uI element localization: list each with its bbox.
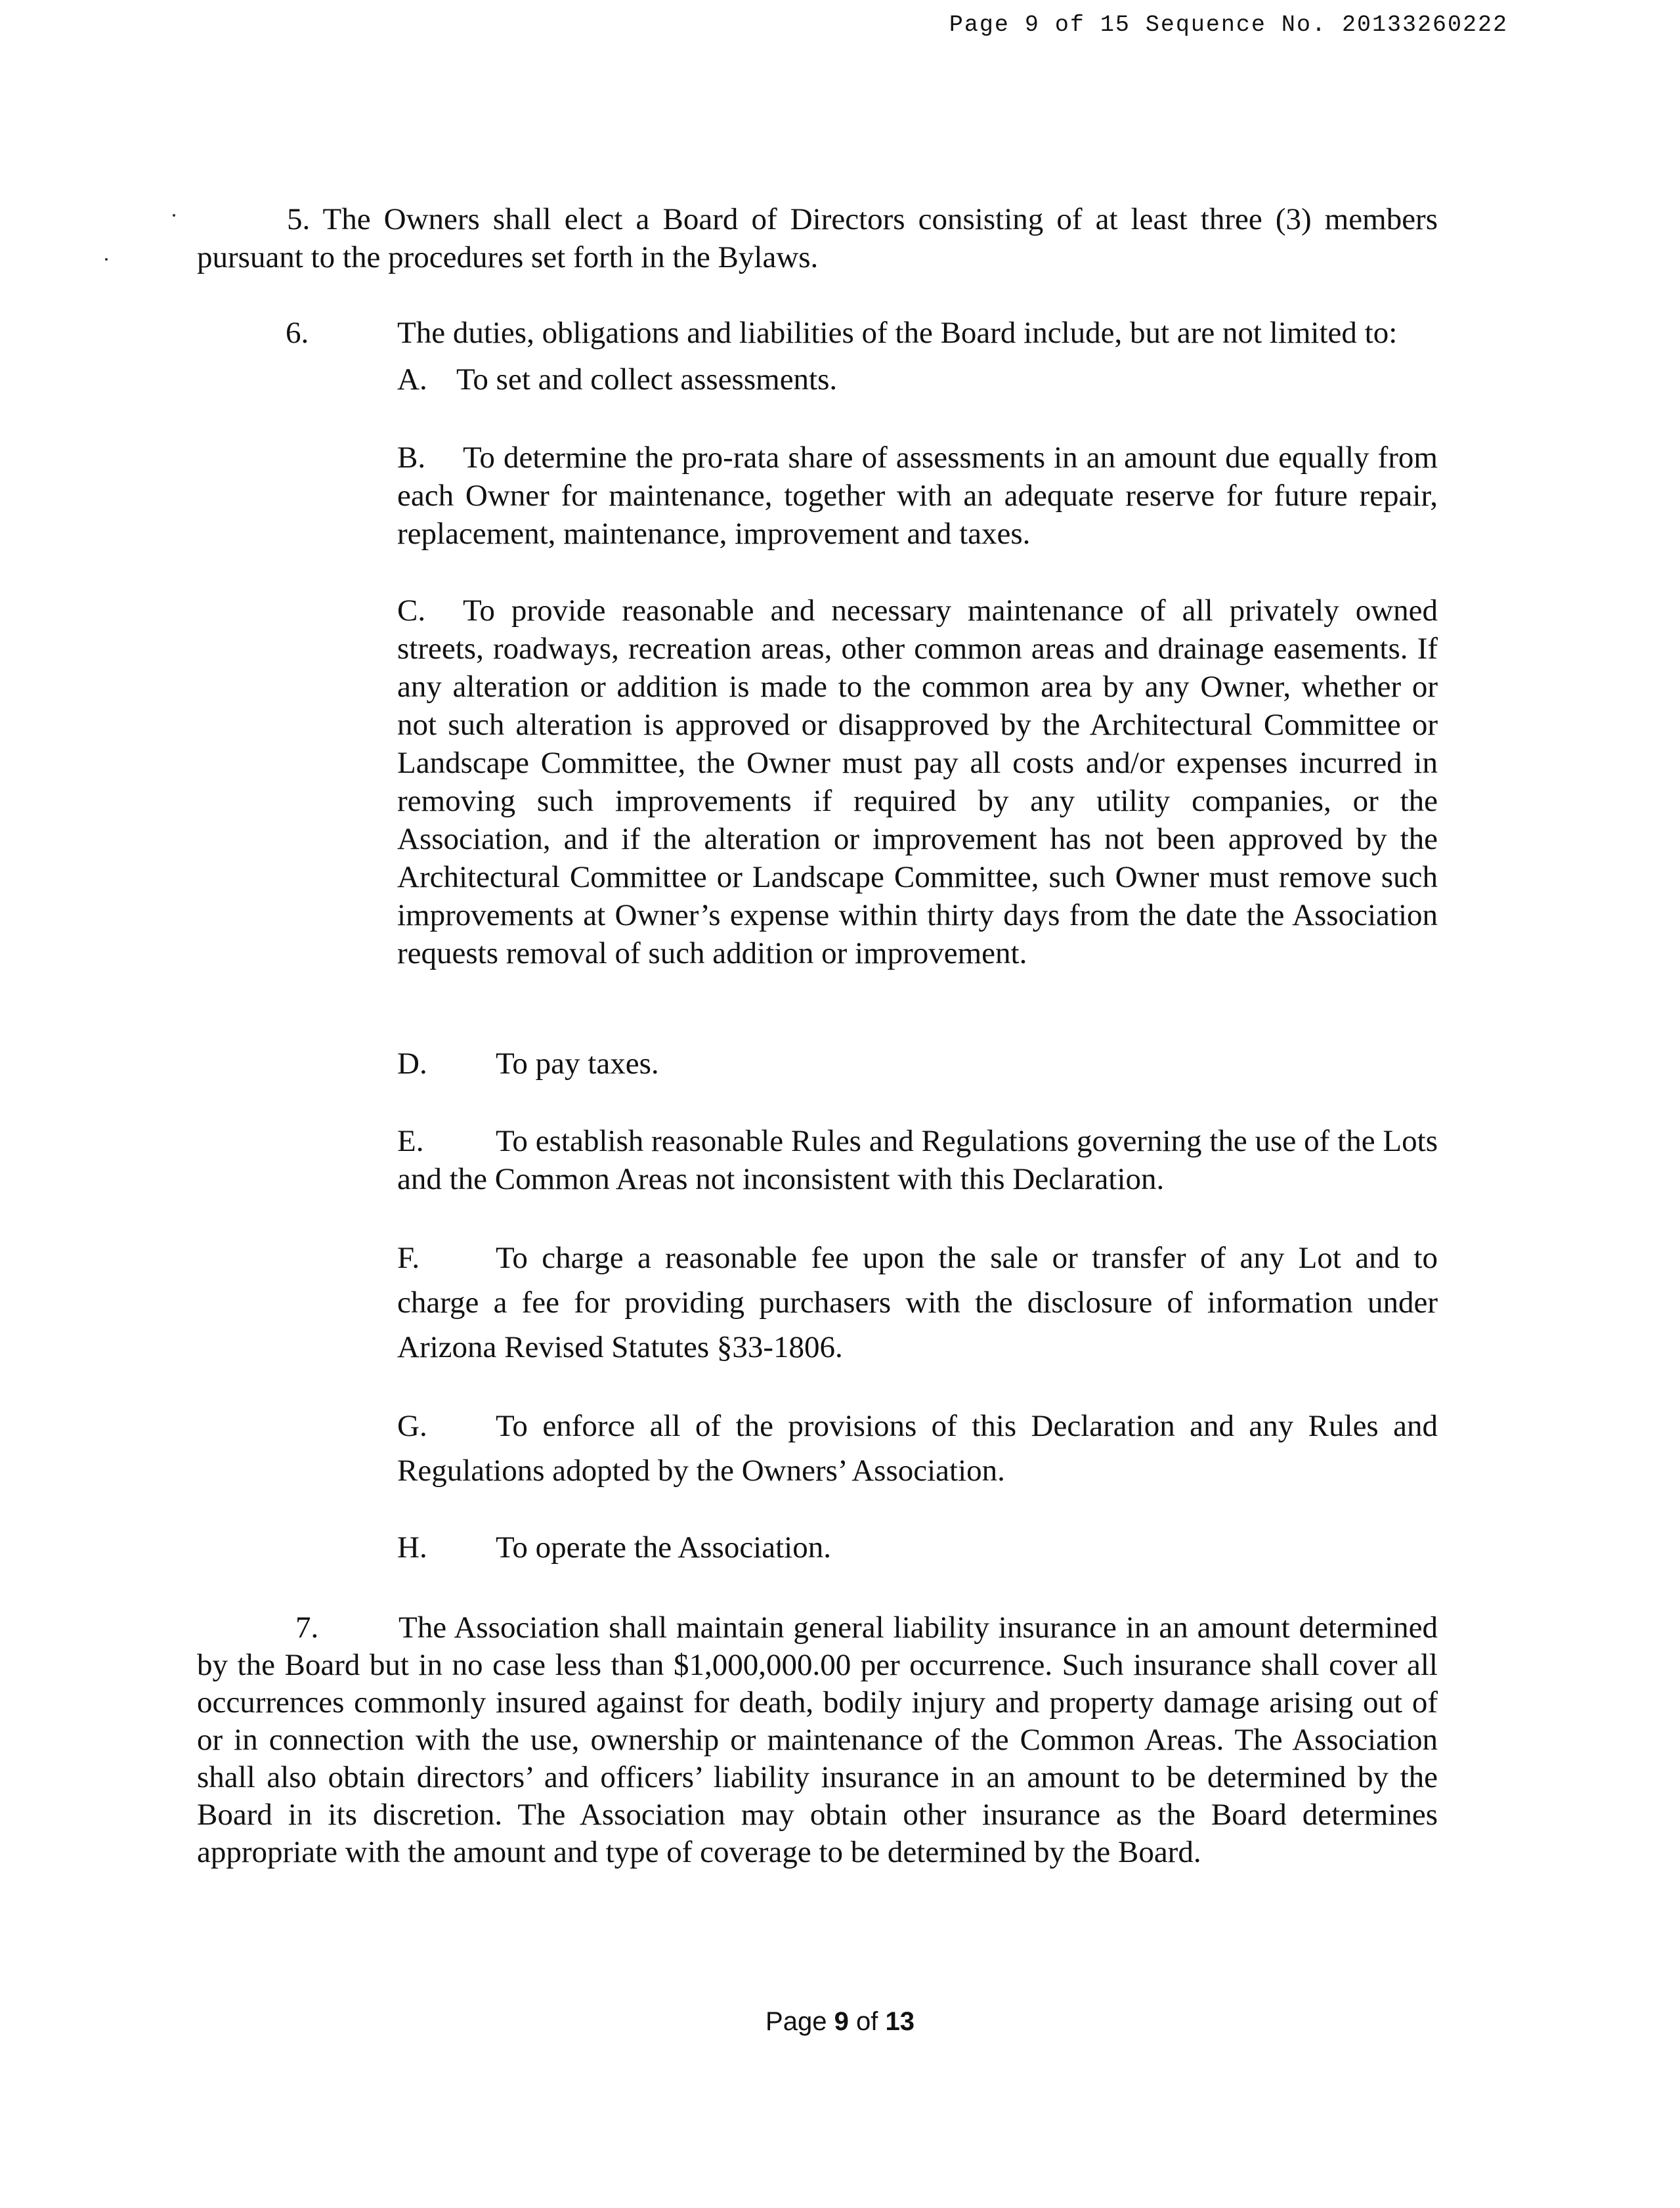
clause-6-intro <box>286 314 1438 352</box>
clause-6-number: 6. <box>286 316 309 350</box>
item-text: To operate the Association. <box>496 1530 831 1565</box>
clause-6-item-d <box>397 1045 1438 1083</box>
scan-speck <box>105 258 108 261</box>
item-text: To enforce all of the provisions of this Declaration and any Rules and Regulations adopted by the Owners’ Association. <box>397 1409 1438 1488</box>
item-letter: A. <box>397 362 427 397</box>
footer-page-total: 13 <box>885 2007 915 2036</box>
scan-speck <box>173 214 175 217</box>
item-text: To determine the pro-rata share of assessments in an amount due equally from each Owner for maintenance, together with an adequate reserve for future repair, replacement, maintenance, improvement and taxes. <box>397 441 1438 551</box>
item-text: To provide reasonable and necessary maintenance of all privately owned streets, roadways, recreation areas, other common areas and drainage easements. If any alteration or addition is made to the common area by any Owner, whether or not such alteration is approved or disapproved by the Architectural Committee or Landscape Committee, the Owner must pay all costs and/or expenses incurred in removing such improvements if required by any utility companies, or the Association, and if the alteration or improvement has not been approved by the Architectural Committee or Landscape Committee, such Owner must remove such improvements at Owner’s expense within thirty days from the date the Association requests removal of such addition or improvement. <box>397 594 1438 970</box>
item-letter: G. <box>397 1409 427 1443</box>
clause-6-item-e <box>397 1122 1438 1198</box>
item-text: To establish reasonable Rules and Regulations governing the use of the Lots and the Common Areas not inconsistent with this Declaration. <box>397 1124 1438 1196</box>
footer-page-label: Page <box>765 2007 827 2036</box>
recording-sequence-header: Page 9 of 15 Sequence No. 20133260222 <box>949 12 1508 38</box>
item-letter: B. <box>397 441 426 475</box>
item-text: To set and collect assessments. <box>456 362 838 397</box>
item-text: To pay taxes. <box>496 1047 659 1081</box>
clause-6-intro-text: The duties, obligations and liabilities of the Board include, but are not limited to: <box>397 316 1398 350</box>
item-letter: E. <box>397 1124 424 1158</box>
page-footer <box>0 2007 1680 2037</box>
item-letter: H. <box>397 1530 427 1565</box>
item-letter: D. <box>397 1047 427 1081</box>
item-letter: C. <box>397 594 426 628</box>
clause-5-text: 5. The Owners shall elect a Board of Directors consisting of at least three (3) members pursuant to the procedures set forth in the Bylaws. <box>197 202 1438 274</box>
clause-7-text: The Association shall maintain general liability insurance in an amount determined by the Board but in no case less than $1,000,000.00 per occurrence. Such insurance shall cover all occurrences commonly insured against for death, bodily injury and property damage arising out of or in connection with the use, ownership or maintenance of the Common Areas. The Association shall also obtain directors’ and officers’ liability insurance in an amount to be determined by the Board in its discretion. The Association may obtain other insurance as the Board determines appropriate with the amount and type of coverage to be determined by the Board. <box>197 1611 1438 1869</box>
clause-6-item-g <box>397 1404 1438 1493</box>
clause-6-item-c <box>397 592 1438 972</box>
clause-6-item-b <box>397 439 1438 553</box>
item-text: To charge a reasonable fee upon the sale or transfer of any Lot and to charge a fee for providing purchasers with the disclosure of information under Arizona Revised Statutes §33-1806. <box>397 1241 1438 1364</box>
clause-6-item-f <box>397 1236 1438 1370</box>
clause-5-paragraph <box>197 200 1438 276</box>
clause-6-item-h <box>397 1528 1438 1567</box>
footer-of-label: of <box>855 2007 878 2036</box>
clause-7-number: 7. <box>295 1611 319 1645</box>
item-letter: F. <box>397 1241 420 1275</box>
clause-6-item-a <box>397 360 1438 399</box>
footer-page-number: 9 <box>834 2007 849 2036</box>
clause-7-paragraph <box>197 1609 1438 1871</box>
